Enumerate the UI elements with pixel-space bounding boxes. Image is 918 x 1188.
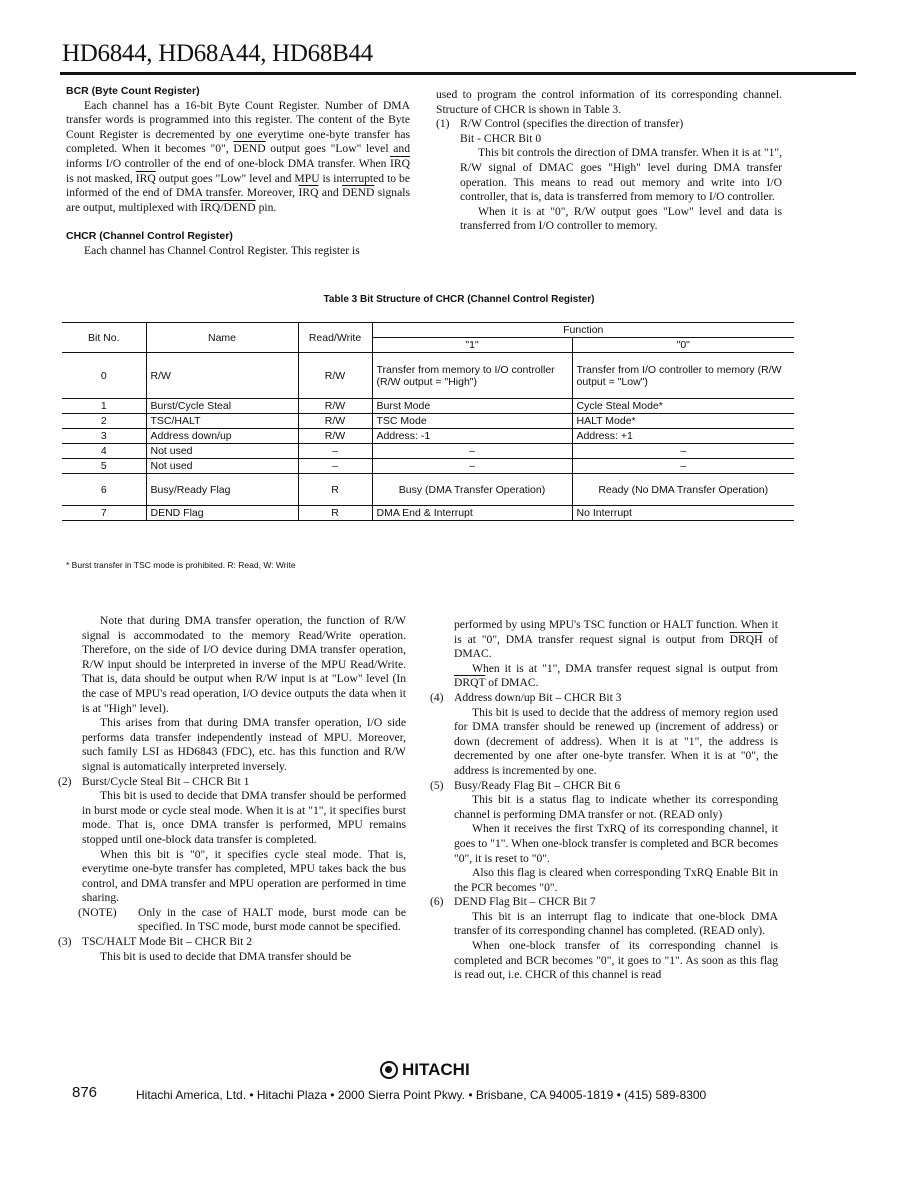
- hitachi-logo: [380, 1060, 470, 1080]
- chcr-paragraph: Each channel has Channel Control Register. This register is: [84, 243, 360, 257]
- page-number: 876: [72, 1084, 98, 1101]
- table-row: 1 Burst/Cycle Steal R/W Burst Mode Cycle Steal Mode*: [62, 399, 794, 414]
- col-header-bit: Bit No.: [62, 323, 146, 353]
- item4-paragraph-1: This bit is used to decide that the address of memory region used for DMA transfer should be renewed up (increment of address) or down (decrement of address). When it is at "1", the address is decremented by one after one-byte transfer. When it is at "0", the address is incremented by one.: [454, 705, 778, 777]
- item6-paragraph-2: When one-block transfer of its corresponding channel is completed and BCR becomes "0", it goes to "1". As soon as this flag is read out, i.e. CHCR of this channel is read: [454, 939, 778, 982]
- table-caption: Table 3 Bit Structure of CHCR (Channel Control Register): [323, 294, 595, 305]
- table-row: 5 Not used – – –: [62, 459, 794, 474]
- item1-paragraph-2: When it is at "0", R/W output goes "Low" level and data is transferred from I/O controller to memory.: [460, 204, 782, 233]
- item5-paragraph-1: This bit is a status flag to indicate whether its corresponding channel is performing DMA transfer or not. (READ only): [454, 793, 778, 821]
- page-header-title: HD6844, HD68A44, HD68B44: [62, 40, 373, 67]
- item3-paragraph-2: When it is at "1", DMA transfer request signal is output from DRQT of DMAC.: [454, 661, 778, 690]
- note-block: [58, 906, 406, 935]
- item2-paragraph-2: When this bit is "0", it specifies cycle steal mode. That is, everytime one-byte transfer has completed, MPU takes back the bus control, and DMA transfer and MPU operation are performed in time sharing.: [82, 847, 406, 905]
- item1-paragraph-1: This bit controls the direction of DMA transfer. When it is at "1", R/W signal of DMAC goes "High" level during DMA transfer operation. This means to read out memory and write into I/O controller, that is, data is transferred from memory to I/O controller.: [460, 146, 782, 204]
- table-footnote: * Burst transfer in TSC mode is prohibited. R: Read, W: Write: [66, 560, 296, 570]
- list-item-3: (3) TSC/HALT Mode Bit – CHCR Bit 2: [58, 935, 253, 949]
- note-paragraph-2: This arises from that during DMA transfer operation, I/O side performs data transfer independently instead of MPU. Moreover, such family LSI as HD6843 (FDC), etc. has this function and R/W signal is automatically interpreted inversely.: [82, 716, 406, 773]
- table-row: 4 Not used – – –: [62, 444, 794, 459]
- item5-paragraph-2: When it receives the first TxRQ of its corresponding channel, it goes to "1". When one-block transfer is completed and BCR becomes "0", it is reset to "0".: [454, 822, 778, 865]
- list-item-2: (2) Burst/Cycle Steal Bit – CHCR Bit 1: [58, 774, 250, 788]
- left-column-bottom: [58, 614, 406, 964]
- table-row: 2 TSC/HALT R/W TSC Mode HALT Mode*: [62, 414, 794, 429]
- right-column-bottom: [430, 618, 778, 983]
- note-label: (NOTE): [78, 905, 117, 919]
- note-text: Only in the case of HALT mode, burst mode can be specified. In TSC mode, burst mode cannot be specified.: [138, 905, 406, 934]
- list-item-4: (4) Address down/up Bit – CHCR Bit 3: [430, 690, 622, 704]
- header-rule: [60, 72, 856, 75]
- item1-bit: Bit - CHCR Bit 0: [460, 131, 542, 145]
- chcr-bit-table: [62, 322, 794, 521]
- table-row: 0 R/W R/W Transfer from memory to I/O controller (R/W output = "High") Transfer from I/O controller to memory (R/W output = "Low"): [62, 353, 794, 399]
- item2-paragraph-1: This bit is used to decide that DMA transfer should be performed in burst mode or cycle steal mode. When it is at "1", it specifies burst mode. That is, once DMA transfer is performed, MPU remains stopped until one-block data transfer is completed.: [82, 789, 406, 846]
- item5-paragraph-3: Also this flag is cleared when corresponding TxRQ Enable Bit in the PCR becomes "0".: [454, 866, 778, 894]
- table-row: 6 Busy/Ready Flag R Busy (DMA Transfer Operation) Ready (No DMA Transfer Operation): [62, 474, 794, 506]
- footer-address: Hitachi America, Ltd. • Hitachi Plaza • 2000 Sierra Point Pkwy. • Brisbane, CA 94005-1819 • (415) 589-8300: [136, 1088, 707, 1102]
- col-header-function: Function: [372, 323, 794, 338]
- left-column-top: [66, 84, 410, 259]
- logo-text: HITACHI: [402, 1060, 470, 1079]
- col-header-name: Name: [146, 323, 298, 353]
- note-paragraph-1: Note that during DMA transfer operation, the function of R/W signal is accommodated to the memory Read/Write operation. Therefore, on the side of I/O device during DMA transfer operation, R/W input should be interpreted in inverse of the MPU Read/Write. That is, data should be output when R/W input is at "Low" level (In the case of MPU's read operation, I/O device outputs the data when it is at "High" level).: [82, 614, 406, 715]
- chcr-heading: CHCR (Channel Control Register): [66, 230, 233, 243]
- list-item-6: (6) DEND Flag Bit – CHCR Bit 7: [430, 895, 596, 909]
- list-item-5: (5) Busy/Ready Flag Bit – CHCR Bit 6: [430, 778, 621, 792]
- right-column-top: [436, 88, 782, 234]
- chcr-paragraph-cont: used to program the control information of its corresponding channel. Structure of CHCR is shown in Table 3.: [436, 88, 782, 116]
- item6-paragraph-1: This bit is an interrupt flag to indicate that one-block DMA transfer of its corresponding channel has completed. (READ only).: [454, 909, 778, 938]
- col-header-one: "1": [372, 338, 572, 353]
- bcr-paragraph: Each channel has a 16-bit Byte Count Register. Number of DMA transfer words is programmed into this register. The content of the Byte Count Register is decremented by one everytime one-byte transfer has completed. When it becomes "0", DEND output goes "Low" level and informs I/O controller of the end of one-block DMA transfer. When $\overline{IRQ}$ is not masked, $\overline{IRQ}$ output goes "Low" level and MPU is interrupted to be informed of the end of DMA transfer. Moreover, $\overline{IRQ}$ and DEND signals are output, multiplexed with IRQ/DEND pin.: [66, 98, 410, 214]
- bcr-heading: BCR (Byte Count Register): [66, 85, 200, 97]
- item3-paragraph-1: This bit is used to decide that DMA transfer should be: [100, 949, 352, 963]
- table-row: 3 Address down/up R/W Address: -1 Address: +1: [62, 429, 794, 444]
- hitachi-logo-icon: [380, 1061, 398, 1079]
- col-header-rw: Read/Write: [298, 323, 372, 353]
- list-item-1: (1) R/W Control (specifies the direction of transfer): [436, 117, 684, 131]
- col-header-zero: "0": [572, 338, 794, 353]
- item3-paragraph-cont: performed by using MPU's TSC function or HALT function. When it is at "0", DMA transfer request signal is output from DRQH of DMAC.: [454, 618, 778, 661]
- table-row: 7 DEND Flag R DMA End & Interrupt No Interrupt: [62, 506, 794, 521]
